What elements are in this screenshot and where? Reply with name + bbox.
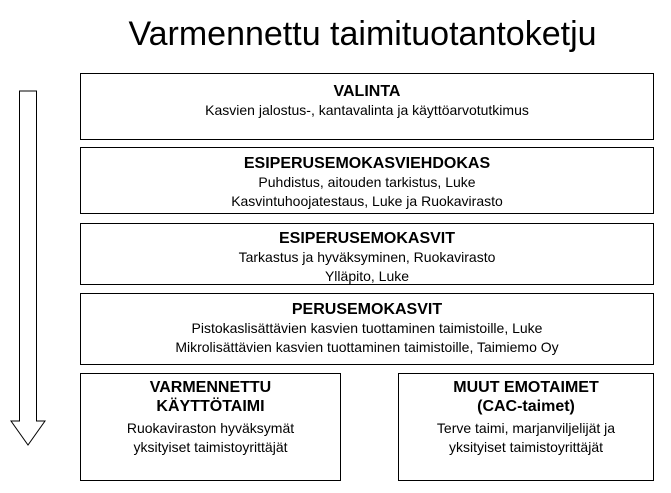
stage-heading: ESIPERUSEMOKASVIT [278, 230, 456, 247]
stage-box-muut-emotaimet [398, 373, 654, 481]
stage-heading: VARMENNETTU [149, 379, 272, 396]
stage-description: Terve taimi, marjanviljelijät ja [436, 420, 616, 436]
stage-box-valinta [80, 73, 654, 140]
stage-box-perusemokasvit [80, 293, 654, 365]
stage-box-esiperusemokasviehdokas [80, 147, 654, 214]
stage-description: Ruokaviraston hyväksymät [126, 420, 295, 436]
stage-heading: PERUSEMOKASVIT [291, 301, 443, 318]
stage-heading: MUUT EMOTAIMET [453, 379, 599, 396]
stage-description: Pistokaslisättävien kasvien tuottaminen taimistoille, Luke [191, 320, 543, 336]
stage-description: Kasvintuhoojatestaus, Luke ja Ruokavirasto [231, 193, 503, 209]
stage-description: Ylläpito, Luke [324, 268, 410, 284]
stage-description: Kasvien jalostus-, kantavalinta ja käyttöarvotutkimus [205, 102, 529, 118]
stage-description: yksityiset taimistoyrittäjät [133, 439, 288, 455]
stage-description: yksityiset taimistoyrittäjät [448, 439, 604, 455]
page-title: Varmennettu taimituotantoketju [128, 15, 597, 53]
stage-heading: KÄYTTÖTAIMI [156, 398, 265, 415]
stage-description: Tarkastus ja hyväksyminen, Ruokavirasto [238, 249, 496, 265]
stage-description: Mikrolisättävien kasvien tuottaminen taimistoille, Taimiemo Oy [175, 339, 559, 355]
down-arrow-icon [9, 90, 46, 446]
stage-box-varmennettu-kayttotaimi [80, 373, 341, 481]
stage-heading: ESIPERUSEMOKASVIEHDOKAS [243, 155, 491, 172]
stage-heading: (CAC-taimet) [477, 398, 575, 415]
stage-box-esiperusemokasvit [80, 223, 654, 285]
stage-heading: VALINTA [333, 83, 401, 100]
stage-description: Puhdistus, aitouden tarkistus, Luke [258, 174, 476, 190]
